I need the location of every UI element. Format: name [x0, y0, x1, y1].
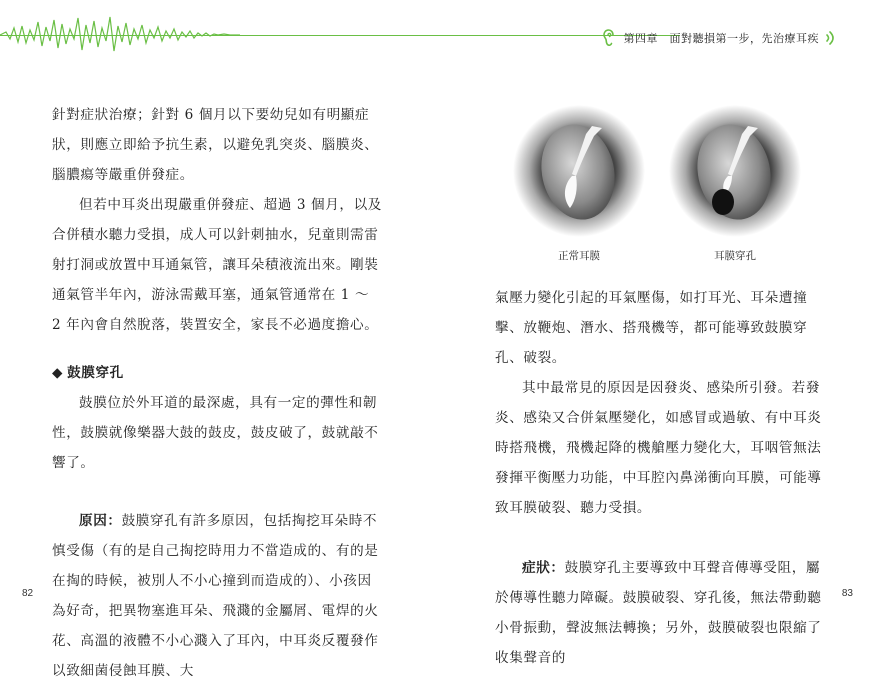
cause-text: 鼓膜穿孔有許多原因，包括掏挖耳朵時不慎受傷（有的是自己掏挖時用力不當造成的、有的是在掏的時候，被別人不小心撞到而造成的）、小孩因為好奇，把異物塞進耳朵、飛濺的金屬屑、電焊的火花、高溫的液體不小心濺入了耳內，中耳炎反覆發作以致細菌侵蝕耳膜、大: [52, 513, 379, 679]
page-number-right: 83: [841, 588, 853, 599]
left-page-body: [52, 100, 382, 686]
symptom-paragraph: [495, 553, 825, 673]
cause-paragraph: [52, 506, 382, 686]
chapter-title: 第四章 面對聽損第一步，先治療耳疾: [623, 32, 819, 45]
sound-wave-decoration: [0, 12, 240, 56]
header-rule: [0, 35, 680, 36]
section-heading: [52, 358, 382, 388]
section-title: 鼓膜穿孔: [67, 365, 124, 381]
normal-eardrum-illustration: [512, 104, 646, 238]
cause-label: 原因：: [79, 513, 122, 529]
paragraph: 鼓膜位於外耳道的最深處，具有一定的彈性和韌性，鼓膜就像樂器大鼓的鼓皮，鼓皮破了，鼓就敲不響了。: [52, 395, 379, 471]
paragraph: 針對症狀治療；針對 6 個月以下要幼兒如有明顯症狀，則應立即給予抗生素，以避免乳突炎、腦膜炎、腦膿瘍等嚴重併發症。: [52, 107, 379, 183]
chapter-header: [602, 29, 838, 47]
perforation-hole: [712, 189, 734, 215]
figure-caption-normal: 正常耳膜: [558, 250, 600, 262]
diamond-bullet: ◆: [52, 365, 64, 381]
ear-icon: [602, 29, 618, 47]
paragraph: 其中最常見的原因是因發炎、感染所引發。若發炎、感染又合併氣壓變化，如感冒或過敏、有中耳炎時搭飛機，飛機起降的機艙壓力變化大，耳咽管無法發揮平衡壓力功能，中耳腔內鼻涕衝向耳膜，可能導致耳膜破裂、聽力受損。: [495, 380, 822, 516]
page-number-left: 82: [22, 588, 34, 599]
symptom-label: 症狀：: [522, 560, 565, 576]
right-page-body: [495, 283, 825, 673]
paragraph: 氣壓力變化引起的耳氣壓傷，如打耳光、耳朵遭撞擊、放鞭炮、潛水、搭飛機等，都可能導致鼓膜穿孔、破裂。: [495, 290, 808, 366]
sound-waves-icon: [825, 30, 837, 46]
paragraph: 但若中耳炎出現嚴重併發症、超過 3 個月，以及合併積水聽力受損，成人可以針刺抽水，兒童則需雷射打洞或放置中耳通氣管，讓耳朵積液流出來。剛裝通氣管半年內，游泳需戴耳塞，通氣管通常在 1 ～ 2 年內會自然脫落，裝置安全，家長不必過度擔心。: [52, 197, 382, 333]
figure-caption-perforated: 耳膜穿孔: [714, 250, 756, 262]
symptom-text: 鼓膜穿孔主要導致中耳聲音傳導受阻，屬於傳導性聽力障礙。鼓膜破裂、穿孔後，無法帶動聽小骨振動，聲波無法轉換；另外，鼓膜破裂也限縮了收集聲音的: [495, 560, 822, 666]
perforated-eardrum-illustration: [668, 104, 802, 238]
